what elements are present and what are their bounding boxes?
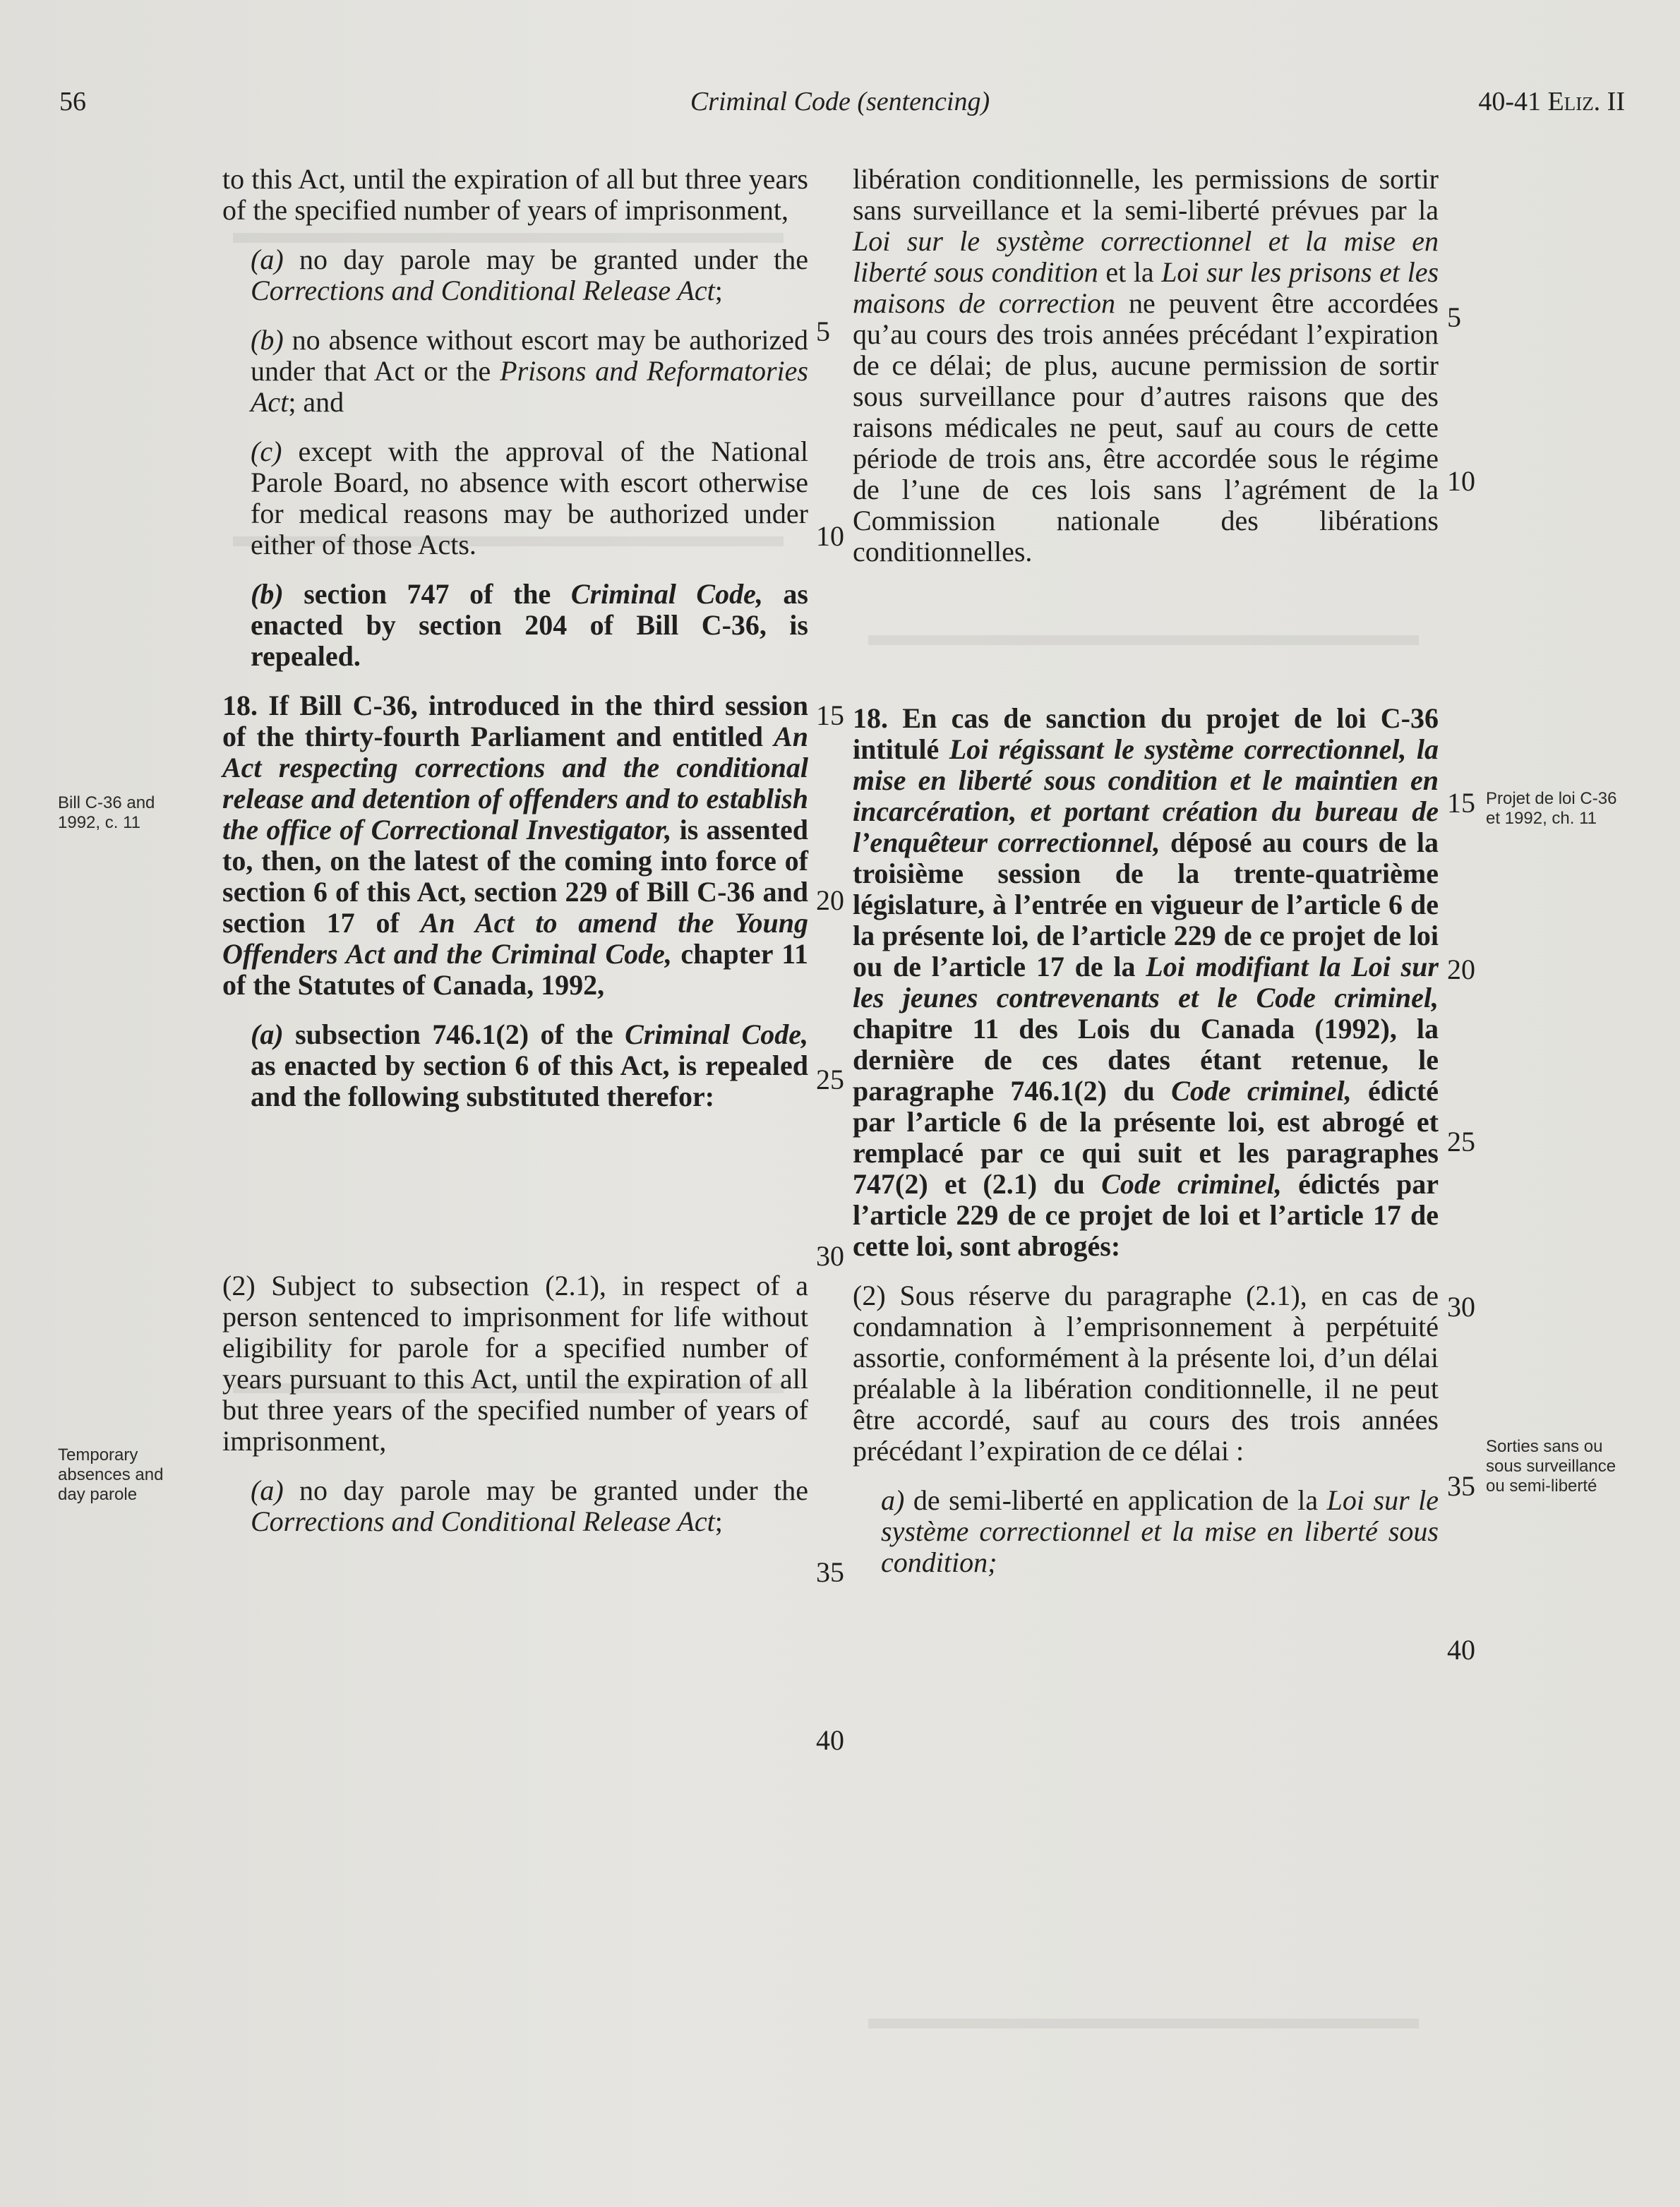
fr-act-name: Loi sur le système correctionnel et la mise en liberté sous condition; (881, 1484, 1439, 1578)
margin-note-temporary-absences: Temporary absences and day parole (58, 1445, 164, 1504)
en-text: except with the approval of the National Parole Board, no absence with escort otherwise for medical reasons may be authorized under either of those Acts. (251, 435, 808, 560)
en-para-b-repeal (222, 579, 808, 672)
en-text: 18. If Bill C-36, introduced in the third session of the thirty-fourth Parliament and entitled (222, 690, 808, 752)
fr-act-title: Loi modifiant la Loi sur les jeunes contrevenants et le Code criminel, (853, 951, 1439, 1014)
line-number-left: 5 (816, 315, 830, 347)
fr-code-name: Code criminel, (1171, 1075, 1352, 1107)
en-label-c: (c) (251, 435, 282, 467)
fr-label-a: a) (881, 1484, 905, 1516)
fr-text: édictés par l’article 229 de ce projet de loi et l’article 17 de cette loi, sont abrogés: (853, 1168, 1439, 1262)
en-section-18-a (222, 1019, 808, 1112)
line-number-right: 10 (1447, 465, 1475, 497)
line-number-left: 35 (816, 1556, 844, 1588)
fr-subsection-2-a (853, 1485, 1439, 1578)
line-number-right: 15 (1447, 787, 1475, 819)
en-subpara-b (222, 325, 808, 418)
fr-text: ne peuvent être accordées qu’au cours des trois années précédant l’expiration de ce délai; de plus, aucune permission de sortir sous surveillance pour d’autres raisons que des raisons médicales ne peut, sauf au cours de cette période de trois ans, être accordée sous le régime de l’une de ces lois sans l’agrément de la Commission nationale des libérations conditionnelles. (853, 287, 1439, 567)
fr-para-continuation (853, 164, 1439, 567)
en-text: section 747 of the (283, 578, 571, 610)
line-number-left: 15 (816, 699, 844, 731)
en-label-a: (a) (251, 1018, 284, 1050)
fr-act-name: Loi sur les prisons et les maisons de correction (853, 256, 1439, 319)
en-act-name: Criminal Code, (625, 1018, 808, 1050)
french-column (853, 164, 1439, 1578)
en-para-continuation: to this Act, until the expiration of all but three years of the specified number of years of imprisonment, (222, 163, 808, 226)
line-number-left: 10 (816, 520, 844, 552)
margin-note-projet-de-loi: Projet de loi C-36 et 1992, ch. 11 (1486, 789, 1617, 828)
margin-note-sorties: Sorties sans ou sous surveillance ou semi-liberté (1486, 1437, 1616, 1496)
en-act-name: Prisons and Reformatories Act (251, 355, 808, 418)
en-label-b: (b) (251, 578, 284, 610)
en-act-name: Corrections and Conditional Release Act (251, 1505, 715, 1537)
line-number-right: 25 (1447, 1126, 1475, 1157)
fr-bill-title: Loi régissant le système correctionnel, la mise en liberté sous condition et le maintien en incarcération, et portant création du bureau de l’enquêteur correctionnel, (853, 733, 1439, 858)
en-subsection-2: (2) Subject to subsection (2.1), in respect of a person sentenced to imprisonment for life without eligibility for parole for a specified number of years pursuant to this Act, until the expiration of all but three years of the specified number of years of imprisonment, (222, 1270, 808, 1457)
en-text: is assented to, then, on the latest of the coming into force of section 6 of this Act, section 229 of Bill C-36 and section 17 of (222, 814, 809, 939)
en-text: no absence without escort may be authorized under that Act or the (251, 324, 808, 387)
margin-note-bill-c36: Bill C-36 and 1992, c. 11 (58, 793, 155, 832)
fr-section-18 (853, 703, 1439, 1262)
en-label-b: (b) (251, 324, 284, 356)
line-number-right: 20 (1447, 954, 1475, 985)
fr-text: 18. En cas de sanction du projet de loi C-36 intitulé (853, 702, 1439, 765)
line-number-left: 25 (816, 1064, 844, 1095)
line-number-right: 30 (1447, 1291, 1475, 1323)
fr-text: et la (1098, 256, 1162, 288)
regnal-year: 40-41 Eliz. II (1478, 87, 1625, 116)
en-subpara-a (222, 244, 808, 306)
fr-text: chapitre 11 des Lois du Canada (1992), la dernière de ces dates étant retenue, le paragraphe 746.1(2) du (853, 1013, 1439, 1107)
en-label-a: (a) (251, 243, 284, 275)
fr-act-name: Loi sur le système correctionnel et la mise en liberté sous condition (853, 225, 1439, 288)
line-number-left: 40 (816, 1724, 844, 1756)
fr-text: de semi-liberté en application de la (904, 1484, 1327, 1516)
en-bill-title: An Act respecting corrections and the conditional release and detention of offenders and to establish the office of Correctional Investigator, (222, 721, 808, 846)
line-number-right: 40 (1447, 1634, 1475, 1666)
en-text: ; (714, 275, 723, 306)
en-subsection-2-a (222, 1475, 808, 1537)
line-number-left: 30 (816, 1240, 844, 1272)
en-text: as enacted by section 6 of this Act, is repealed and the following substituted therefor: (251, 1050, 808, 1112)
page-number: 56 (59, 87, 86, 116)
fr-text: déposé au cours de la troisième session de la trente-quatrième législature, à l’entrée en vigueur de l’article 6 de la présente loi, de l’article 229 de ce projet de loi ou de l’article 17 de la (853, 826, 1439, 982)
fr-text: libération conditionnelle, les permissions de sortir sans surveillance et la semi-liberté prévues par la (853, 163, 1439, 226)
line-number-right: 35 (1447, 1470, 1475, 1502)
en-text: chapter 11 of the Statutes of Canada, 1992, (222, 938, 808, 1001)
en-act-title: An Act to amend the Young Offenders Act and the Criminal Code, (222, 907, 808, 970)
en-label-a: (a) (251, 1474, 284, 1506)
en-text: no day parole may be granted under the (283, 243, 808, 275)
en-text: ; and (288, 386, 344, 418)
en-subpara-c (222, 436, 808, 560)
en-act-name: Criminal Code, (570, 578, 763, 610)
fr-subsection-2: (2) Sous réserve du paragraphe (2.1), en cas de condamnation à l’emprisonnement à perpétuité assortie, conformément à la présente loi, d’un délai préalable à la libération conditionnelle, il ne peut être accordé, sauf au cours des trois années précédant l’expiration de ce délai : (853, 1280, 1439, 1467)
line-number-right: 5 (1447, 301, 1461, 333)
fr-text: édicté par l’article 6 de la présente loi, est abrogé et remplacé par ce qui suit et les paragraphes 747(2) et (2.1) du (853, 1075, 1439, 1200)
english-column (222, 164, 808, 1537)
en-text: as enacted by section 204 of Bill C-36, is repealed. (251, 578, 808, 672)
line-number-left: 20 (816, 884, 844, 916)
running-title: Criminal Code (sentencing) (690, 87, 990, 116)
en-act-name: Corrections and Conditional Release Act (251, 275, 715, 306)
en-section-18 (222, 690, 808, 1001)
en-text: subsection 746.1(2) of the (283, 1018, 625, 1050)
en-text: no day parole may be granted under the (283, 1474, 808, 1506)
fr-code-name: Code criminel, (1101, 1168, 1282, 1200)
en-text: ; (714, 1505, 723, 1537)
